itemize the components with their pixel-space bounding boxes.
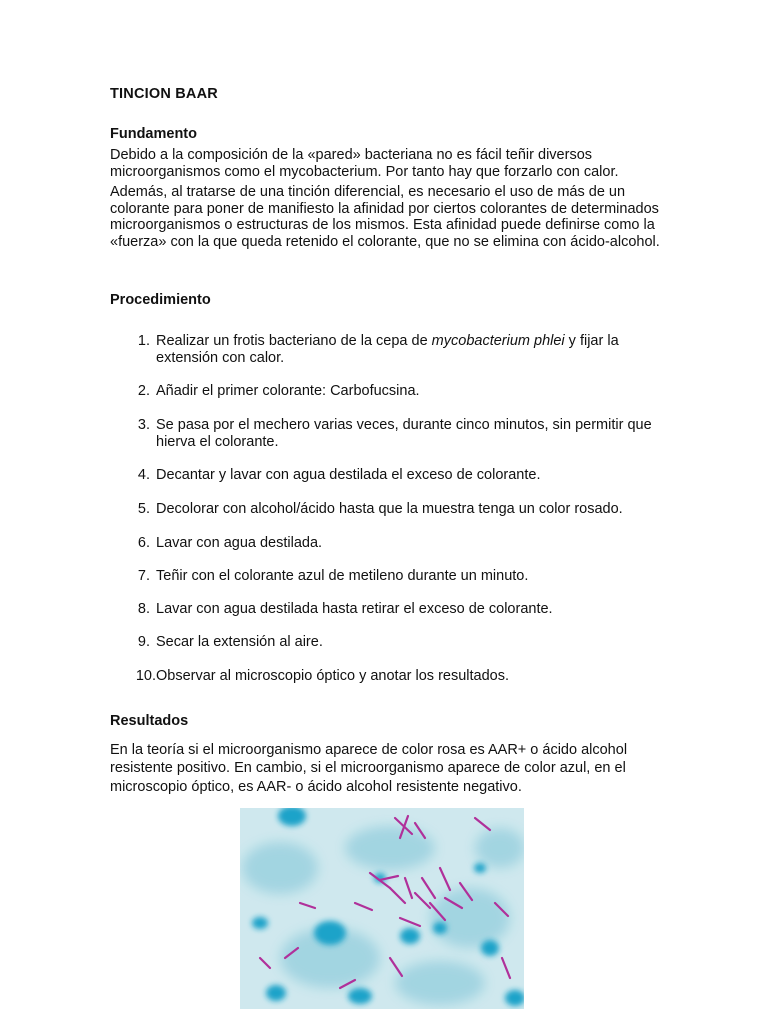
species-name: mycobacterium phlei	[431, 333, 565, 349]
resultados-paragraph: En la teoría si el microorganismo aparece de color rosa es AAR+ o ácido alcohol resistente positivo. En cambio, si el microorganismo aparece de color azul, en el microscopio óptico, es AAR- o ácido alcohol resistente negativo.	[110, 742, 628, 795]
step-text: Lavar con agua destilada hasta retirar el exceso de colorante.	[156, 601, 553, 617]
procedure-step	[110, 668, 670, 688]
procedure-step	[110, 467, 670, 501]
step-text: Teñir con el colorante azul de metileno durante un minuto.	[156, 568, 529, 584]
step-number: 1.	[137, 333, 150, 349]
step-text: Decantar y lavar con agua destilada el exceso de colorante.	[156, 467, 541, 483]
procedure-steps-list	[110, 333, 670, 688]
section-heading-fundamento: Fundamento	[110, 126, 197, 142]
document-title: TINCION BAAR	[110, 86, 218, 102]
procedure-step	[110, 383, 670, 417]
fundamento-paragraph-1: Debido a la composición de la «pared» bacteriana no es fácil teñir diversos microorganismos como el mycobacterium. Por tanto hay que forzarlo con calor.	[110, 147, 619, 180]
step-number: 4.	[137, 467, 150, 483]
step-number: 6.	[137, 535, 150, 551]
step-text: Secar la extensión al aire.	[156, 634, 323, 650]
section-heading-resultados: Resultados	[110, 713, 189, 729]
step-text	[156, 333, 670, 383]
step-text: Observar al microscopio óptico y anotar los resultados.	[156, 668, 509, 684]
procedure-step	[110, 501, 670, 535]
microscope-photo	[240, 808, 524, 1009]
procedure-step	[110, 634, 670, 668]
step-text: Añadir el primer colorante: Carbofucsina.	[156, 383, 420, 399]
step-number: 2.	[137, 383, 150, 399]
step-text-part: Realizar un frotis bacteriano de la cepa de	[156, 333, 432, 349]
step-number: 8.	[137, 601, 150, 617]
procedure-step	[110, 535, 670, 568]
step-text: Se pasa por el mechero varias veces, durante cinco minutos, sin permitir que hierva el colorante.	[156, 417, 652, 450]
procedure-step	[110, 417, 670, 467]
step-number: 7.	[137, 568, 150, 584]
step-text: Lavar con agua destilada.	[156, 535, 323, 551]
fundamento-paragraph-2: Además, al tratarse de una tinción diferencial, es necesario el uso de más de un colorante para poner de manifiesto la afinidad por ciertos colorantes de determinados microorganismos o estructuras de los mismos. Esta afinidad puede definirse como la «fuerza» con la que queda retenido el colorante, que no se elimina con ácido-alcohol.	[110, 184, 660, 250]
step-number: 5.	[137, 501, 150, 517]
step-number: 9.	[137, 634, 150, 650]
section-heading-procedimiento: Procedimiento	[110, 292, 211, 308]
procedure-step	[110, 601, 670, 634]
step-text-part: y fijar la extensión con calor.	[156, 333, 619, 366]
microscope-photo-illustration	[240, 808, 524, 1009]
step-number: 3.	[137, 417, 150, 433]
step-text: Decolorar con alcohol/ácido hasta que la muestra tenga un color rosado.	[156, 501, 623, 517]
procedure-step	[110, 333, 670, 383]
procedure-step	[110, 568, 670, 601]
step-number: 10.	[135, 668, 156, 684]
